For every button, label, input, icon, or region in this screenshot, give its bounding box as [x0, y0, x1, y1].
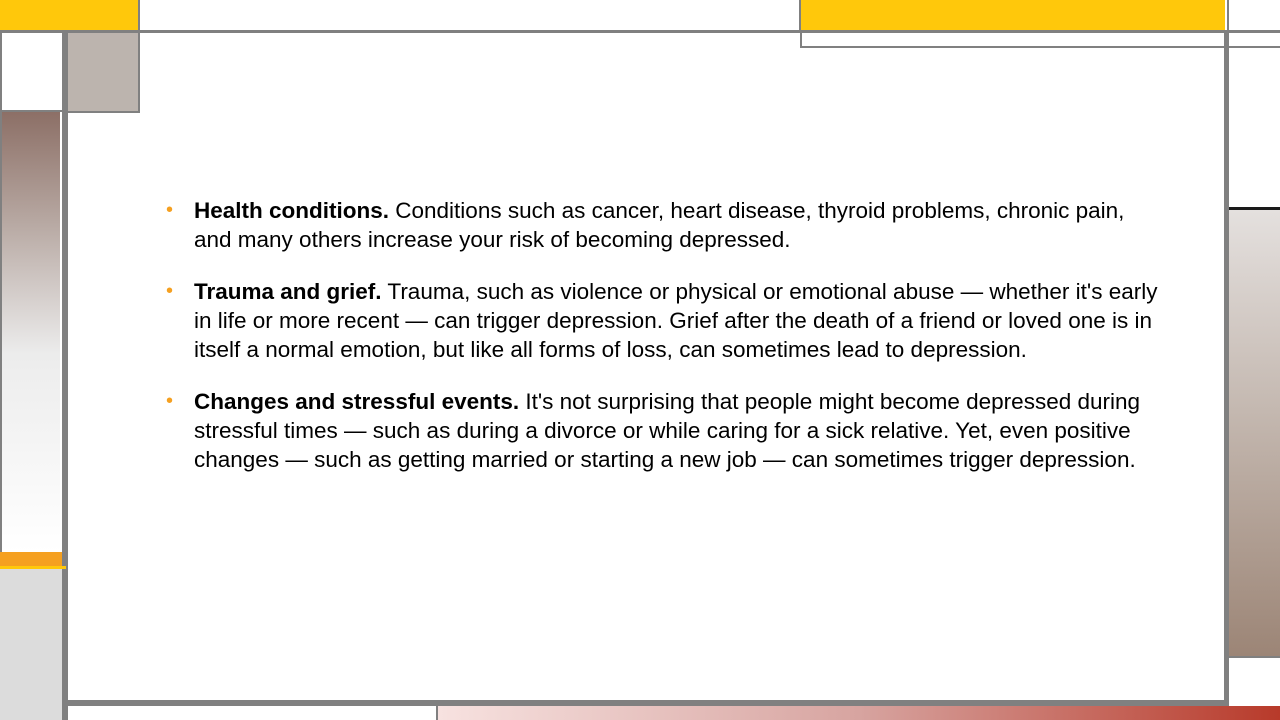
left-gradient-panel — [2, 112, 60, 552]
top-yellow-bar — [800, 0, 1225, 32]
thin-frame-rule — [800, 46, 1280, 48]
top-mid-divider — [799, 0, 801, 32]
bullet-title: Trauma and grief. — [194, 279, 382, 304]
top-left-divider — [138, 0, 140, 32]
top-right-divider — [1227, 0, 1229, 32]
bottom-gradient-bar — [438, 706, 1280, 720]
bullet-item — [166, 277, 1166, 364]
bullet-text: Trauma, such as violence or physical or emotional abuse — whether it's early in life or more recent — can trigger depression. Grief after the death of a friend or loved one is in itself a normal emotion, but like all forms of loss, can sometimes lead to depression. — [194, 279, 1158, 362]
bullet-icon: • — [166, 199, 174, 221]
bullet-icon: • — [166, 280, 174, 302]
taupe-corner-block — [68, 33, 140, 113]
left-gray-panel — [0, 569, 62, 720]
slide-body — [166, 196, 1166, 497]
right-gradient-panel — [1229, 210, 1280, 656]
bullet-item — [166, 196, 1166, 254]
top-left-yellow-bar — [0, 0, 140, 32]
bullet-icon: • — [166, 390, 174, 412]
bullet-title: Health conditions. — [194, 198, 390, 223]
right-bottom-rule — [1229, 656, 1280, 658]
bullet-title: Changes and stressful events. — [194, 389, 520, 414]
bullet-item — [166, 387, 1166, 474]
slide-left-border — [62, 30, 68, 720]
bullet-text: Conditions such as cancer, heart disease, thyroid problems, chronic pain, and many others increase your risk of becoming depressed. — [194, 198, 1125, 252]
thin-frame-divider — [800, 32, 802, 48]
bullet-text: It's not surprising that people might become depressed during stressful times — such as during a divorce or while caring for a sick relative. Yet, even positive changes — such as getting married or starting a new job — can sometimes trigger depression. — [194, 389, 1141, 472]
top-frame-rule — [0, 30, 1280, 33]
